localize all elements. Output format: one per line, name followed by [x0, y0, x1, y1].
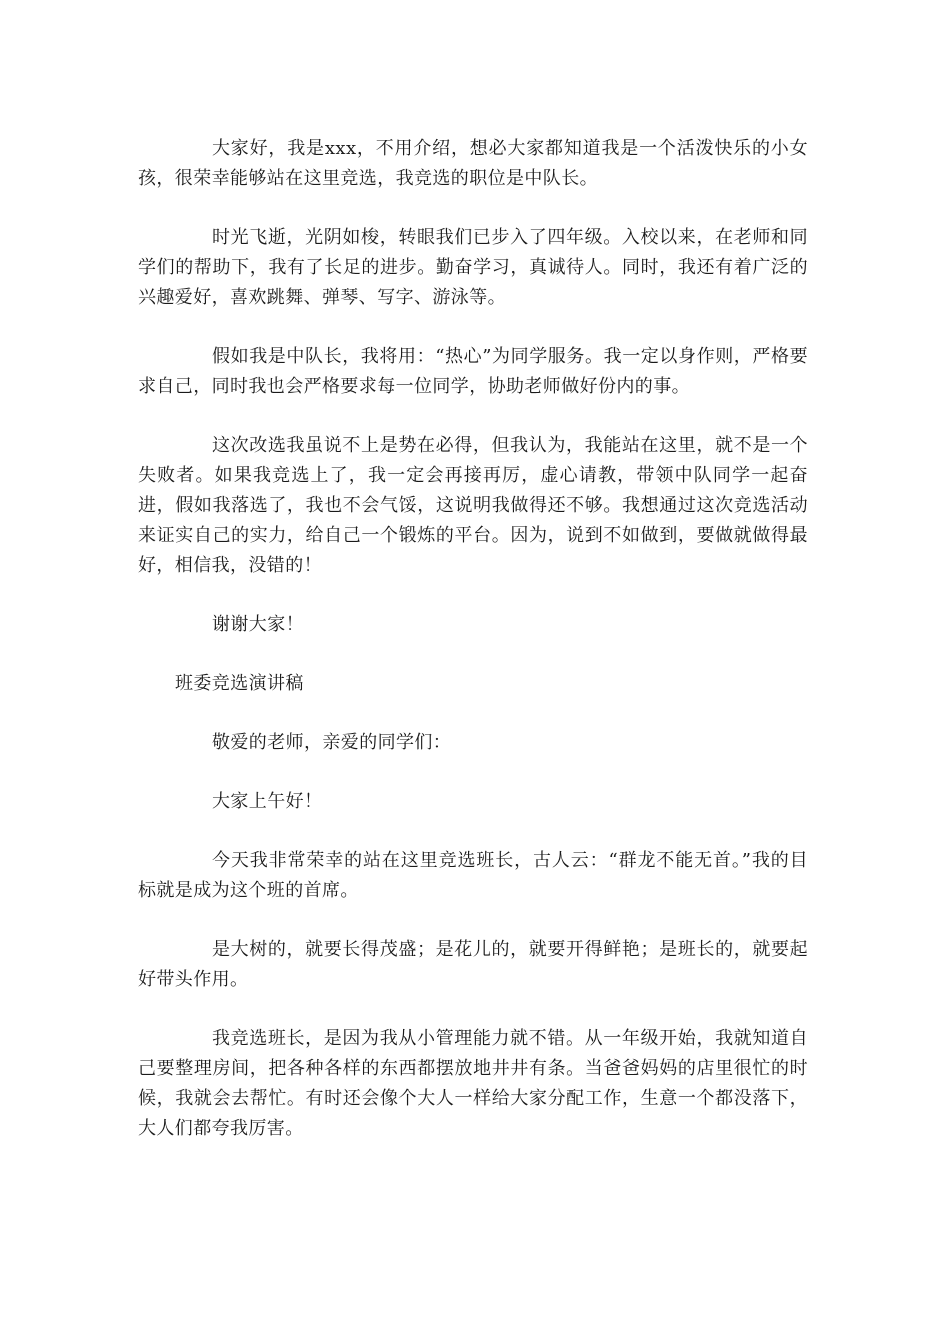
paragraph-salutation: 敬爱的老师，亲爱的同学们：	[212, 732, 452, 753]
paragraph-thanks: 谢谢大家！	[212, 614, 304, 635]
document-body	[138, 134, 808, 1173]
paragraph-greeting: 大家好，我是xxx，不用介绍，想必大家都知道我是一个活泼快乐的小女孩，很荣幸能够站在这里竞选，我竞选的职位是中队长。	[138, 138, 808, 189]
section-title: 班委竞选演讲稿	[175, 673, 304, 694]
paragraph-resolve: 这次改选我虽说不上是势在必得，但我认为，我能站在这里，就不是一个失败者。如果我竞选上了，我一定会再接再厉，虚心请教，带领中队同学一起奋进，假如我落选了，我也不会气馁，这说明我做得还不够。我想通过这次竞选活动来证实自己的实力，给自己一个锻炼的平台。因为，说到不如做到，要做就做得最 好，相信我，没错的！	[138, 435, 808, 576]
paragraph-metaphor: 是大树的，就要长得茂盛；是花儿的，就要开得鲜艳；是班长的，就要起好带头作用。	[138, 939, 808, 990]
paragraph-promise: 假如我是中队长，我将用：“热心”为同学服务。我一定以身作则，严格要求自己，同时我也会严格要求每一位同学，协助老师做好份内的事。	[138, 346, 808, 397]
paragraph-goal: 今天我非常荣幸的站在这里竞选班长，古人云：“群龙不能无首。”我的目标就是成为这个班的首席。	[138, 850, 808, 901]
paragraph-introduction: 时光飞逝，光阴如梭，转眼我们已步入了四年级。入校以来，在老师和同学们的帮助下，我有了长足的进步。勤奋学习，真诚待人。同时，我还有着广泛的兴趣爱好，喜欢跳舞、弹琴、写字、游泳等。	[138, 227, 808, 308]
paragraph-good-morning: 大家上午好！	[212, 791, 323, 812]
paragraph-ability: 我竞选班长，是因为我从小管理能力就不错。从一年级开始，我就知道自己要整理房间，把各种各样的东西都摆放地井井有条。当爸爸妈妈的店里很忙的时候，我就会去帮忙。有时还会像个大人一样给大家分配工作，生意一个都没落下，大人们都夸我厉害。	[138, 1028, 808, 1139]
